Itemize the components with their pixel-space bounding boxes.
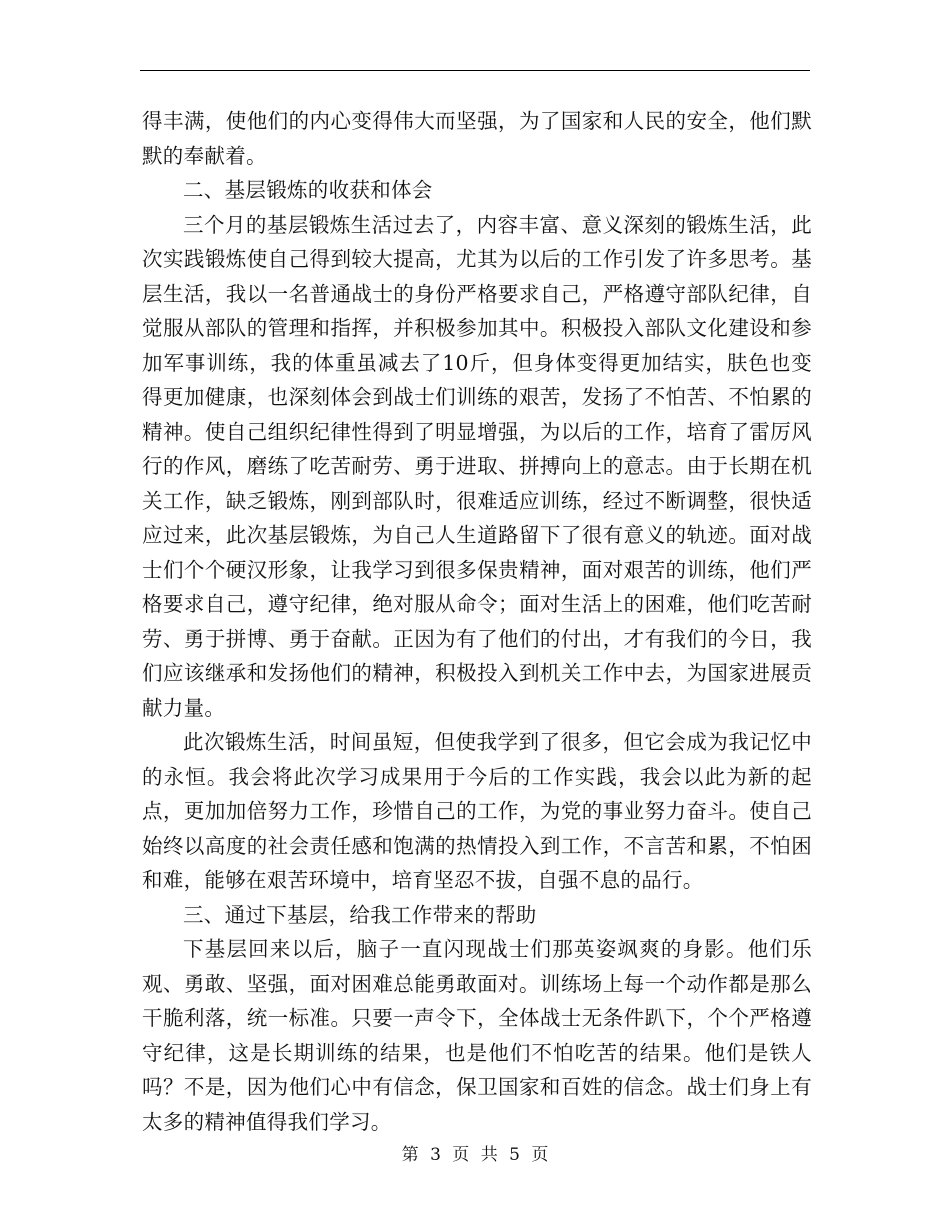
paragraph-gains: 三个月的基层锻炼生活过去了，内容丰富、意义深刻的锻炼生活，此次实践锻炼使自己得到较大提高，尤其为以后的工作引发了许多思考。基层生活，我以一名普通战士的身份严格要求自己，严格遵守部队纪律，自觉服从部队的管理和指挥，并积极参加其中。积极投入部队文化建设和参加军事训练，我的体重虽减去了10斤，但身体变得更加结实，肤色也变得更加健康，也深刻体会到战士们训练的艰苦，发扬了不怕苦、不怕累的精神。使自己组织纪律性得到了明显增强，为以后的工作，培育了雷厉风行的作风，磨练了吃苦耐劳、勇于进取、拼搏向上的意志。由于长期在机关工作，缺乏锻炼，刚到部队时，很难适应训练，经过不断调整，很快适应过来，此次基层锻炼，为自己人生道路留下了很有意义的轨迹。面对战士们个个硬汉形象，让我学习到很多保贵精神，面对艰苦的训练，他们严格要求自己，遵守纪律，绝对服从命令；面对生活上的困难，他们吃苦耐劳、勇于拼博、勇于奋献。正因为有了他们的付出，才有我们的今日，我们应该继承和发扬他们的精神，积极投入到机关工作中去，为国家进展贡献力量。 <box>142 212 812 720</box>
section-heading-3: 三、通过下基层，给我工作带来的帮助 <box>183 902 537 927</box>
page-number-footer: 第 3 页 共 5 页 <box>401 1145 549 1165</box>
paragraph-help: 下基层回来以后，脑子一直闪现战士们那英姿飒爽的身影。他们乐观、勇敢、坚强，面对困难总能勇敢面对。训练场上每一个动作都是那么干脆利落，统一标准。只要一声令下，全体战士无条件趴下，个个严格遵守纪律，这是长期训练的结果，也是他们不怕吃苦的结果。他们是铁人吗？不是，因为他们心中有信念，保卫国家和百姓的信念。战士们身上有太多的精神值得我们学习。 <box>142 937 812 1134</box>
header-rule <box>140 70 810 71</box>
document-body <box>142 104 812 1139</box>
paragraph-continuation: 得丰满，使他们的内心变得伟大而坚强，为了国家和人民的安全，他们默默的奉献着。 <box>142 109 812 168</box>
section-heading-2: 二、基层锻炼的收获和体会 <box>183 178 433 202</box>
paragraph-reflection: 此次锻炼生活，时间虽短，但使我学到了很多，但它会成为我记忆中的永恒。我会将此次学习成果用于今后的工作实践，我会以此为新的起点，更加加倍努力工作，珍惜自己的工作，为党的事业努力奋斗。使自己始终以高度的社会责任感和饱满的热情投入到工作，不言苦和累，不怕困和难，能够在艰苦环境中，培育坚忍不拔，自强不息的品行。 <box>142 730 812 892</box>
